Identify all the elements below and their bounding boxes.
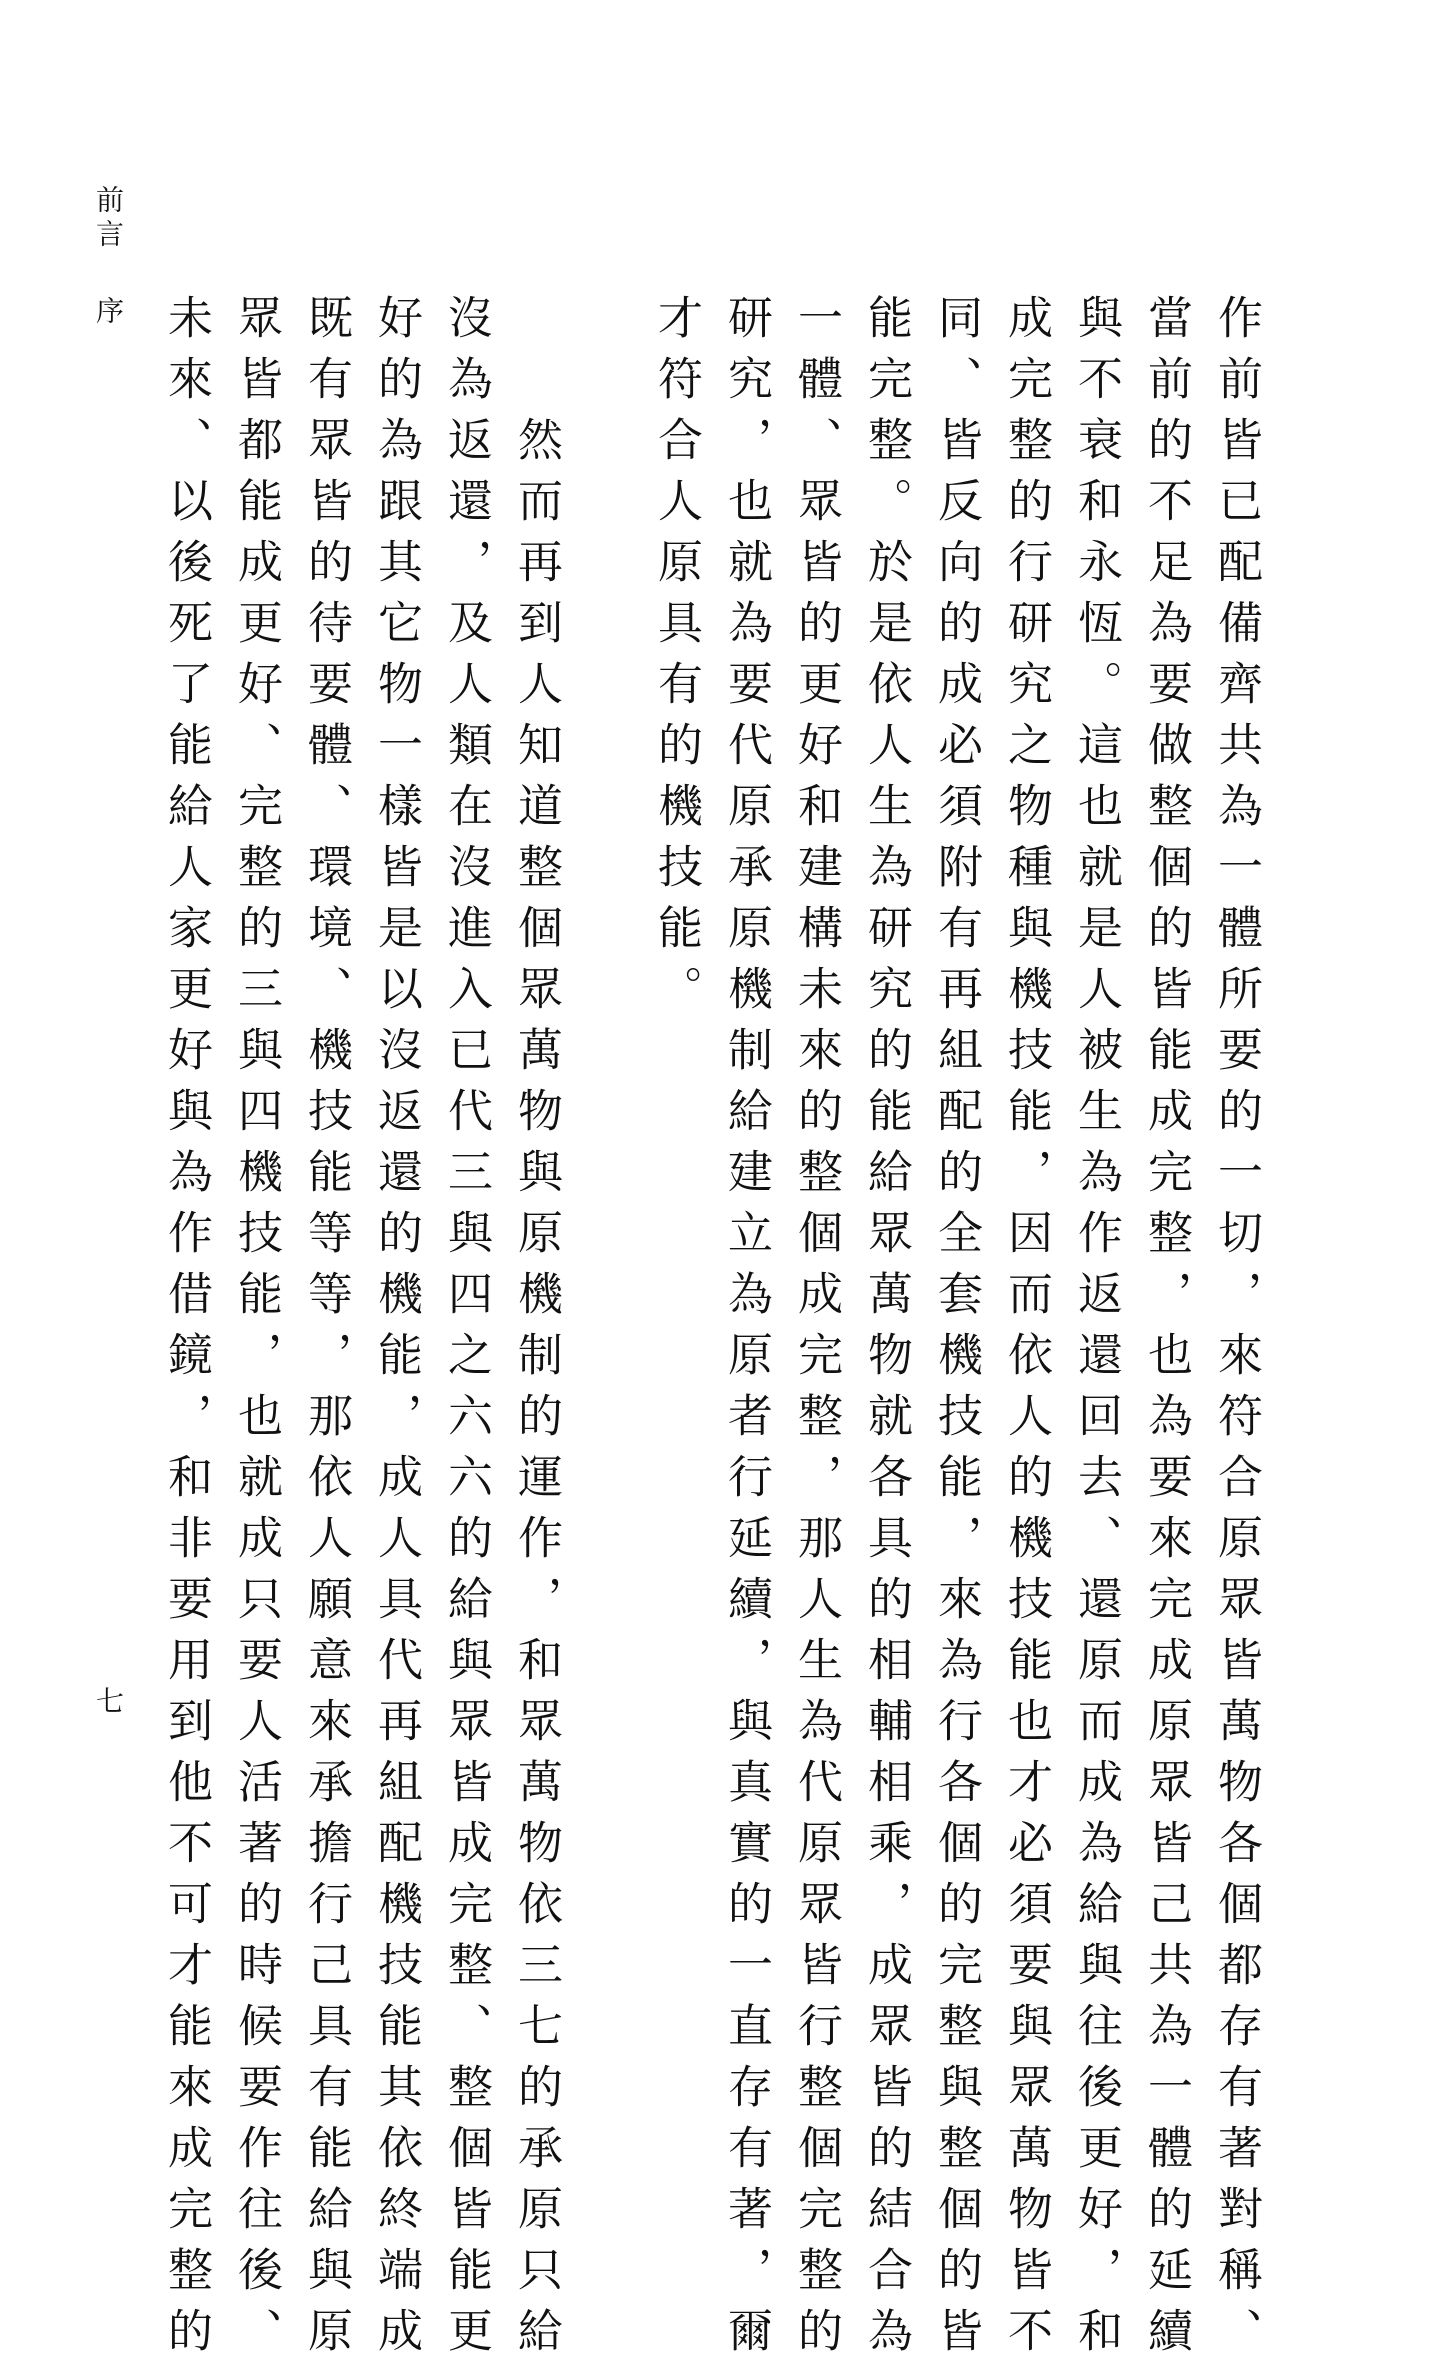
text-line: 同、皆反向的成必須附有再組配的全套機技能，來為行各個的完整與整個的皆 [930,294,983,2368]
text-line: 作前皆已配備齊共為一體所要的一切，來符合原眾皆萬物各個都存有著對稱、 [1210,294,1263,2368]
chapter-label: 序 [92,296,125,330]
text-line: 未來、以後死了能給人家更好與為作借鏡，和非要用到他不可才能來成完整的 [160,294,213,2368]
text-line: 才符合人原具有的機技能。 [650,294,703,1026]
text-line: 一體、眾皆的更好和建構未來的整個成完整，那人生為代原眾皆行整個完整的 [790,294,843,2368]
text-line: 眾皆都能成更好、完整的三與四機技能，也就成只要人活著的時候要作往後、 [230,294,283,2368]
text-line: 成完整的行研究之物種與機技能，因而依人的機技能也才必須要與眾萬物皆不 [1000,294,1053,2368]
text-line: 與不衰和永恆。這也就是人被生為作返還回去、還原而成為給與往後更好，和 [1070,294,1123,2368]
paragraph-1 [641,294,1271,2368]
text-line: 研究，也就為要代原承原機制給建立為原者行延續，與真實的一直存有著，爾 [720,294,773,2368]
text-line: 當前的不足為要做整個的皆能成完整，也為要來完成原眾皆己共為一體的延續 [1140,294,1193,2368]
text-line: 能完整。於是依人生為研究的能給眾萬物就各具的相輔相乘，成眾皆的結合為 [860,294,913,2368]
text-line: 好的為跟其它物一樣皆是以沒返還的機能，成人具代再組配機技能其依終端成 [370,294,423,2368]
paragraph-spacer [571,294,641,304]
text-line: 沒為返還，及人類在沒進入已代三與四之六六的給與眾皆成完整、整個皆能更 [440,294,493,2368]
body-text [151,294,1271,2368]
text-line: 然而再到人知道整個眾萬物與原機制的運作，和眾萬物依三七的承原只給 [510,416,563,2368]
paragraph-2 [151,294,571,2368]
book-title-label: 前言 [92,185,125,253]
page-number: 七 [92,1686,125,1720]
text-line: 既有眾皆的待要體、環境、機技能等等，那依人願意來承擔行己具有能給與原 [300,294,353,2368]
